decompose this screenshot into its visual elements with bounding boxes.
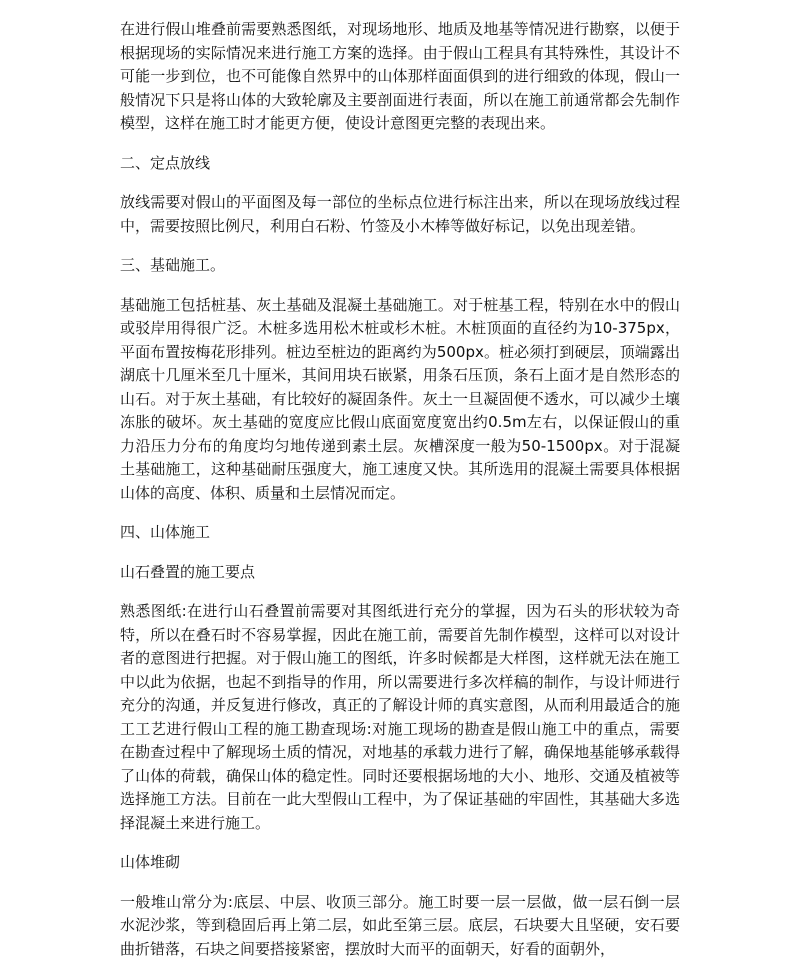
section-heading-layout: 二、定点放线 — [120, 153, 211, 172]
section-heading-foundation: 三、基础施工。 — [120, 256, 226, 274]
document-page — [120, 18, 680, 977]
foundation-paragraph: 基础施工包括桩基、灰土基础及混凝土基础施工。对于桩基工程，特别在水中的假山或驳岸用得很广泛。木桩多选用松木桩或杉木桩。木桩顶面的直径约为10-375px，平面布置按梅花形排列。桩边至桩边的距离约为500px。桩必须打到硬层，顶端露出湖底十几厘米至几十厘米，其间用块石嵌紧，用条石压顶，条石上面才是自然形态的山石。对于灰土基础，有比较好的凝固条件。灰土一旦凝固便不透水，可以减少土壤冻胀的破坏。灰土基础的宽度应比假山底面宽度宽出约0.5m左右，以保证假山的重力沿压力分布的角度均匀地传递到素土层。灰槽深度一般为50-1500px。对于混凝土基础施工，这种基础耐压强度大，施工速度又快。其所选用的混凝土需要具体根据山体的高度、体积、质量和土层情况而定。 — [120, 295, 680, 502]
layout-paragraph: 放线需要对假山的平面图及每一部位的坐标点位进行标注出来，所以在现场放线过程中，需要按照比例尺，利用白石粉、竹签及小木棒等做好标记，以免出现差错。 — [120, 193, 680, 235]
subsection-heading-masonry: 山体堆砌 — [120, 853, 181, 871]
intro-paragraph: 在进行假山堆叠前需要熟悉图纸，对现场地形、地质及地基等情况进行勘察，以便于根据现场的实际情况来进行施工方案的选择。由于假山工程具有其特殊性，其设计不可能一步到位，也不可能像自然界中的山体那样面面俱到的进行细致的体现，假山一般情况下只是将山体的大致轮廓及主要剖面进行表面，所以在施工前通常都会先制作模型，这样在施工时才能更方便，使设计意图更完整的表现出来。 — [120, 20, 680, 132]
section-heading-mountain: 四、山体施工 — [120, 523, 211, 541]
subsection-heading-stacking: 山石叠置的施工要点 — [120, 562, 256, 581]
stacking-paragraph: 熟悉图纸:在进行山石叠置前需要对其图纸进行充分的掌握，因为石头的形状较为奇特，所以在叠石时不容易掌握，因此在施工前，需要首先制作模型，这样可以对设计者的意图进行把握。对于假山施工的图纸，许多时候都是大样图，这样就无法在施工中以此为依据，也起不到指导的作用，所以需要进行多次样稿的制作，与设计师进行充分的沟通，并反复进行修改，真正的了解设计师的真实意图，从而利用最适合的施工工艺进行假山工程的施工勘查现场:对施工现场的勘查是假山施工中的重点，需要在勘查过程中了解现场土质的情况，对地基的承载力进行了解，确保地基能够承载得了山体的荷载，确保山体的稳定性。同时还要根据场地的大小、地形、交通及植被等选择施工方法。目前在一此大型假山工程中，为了保证基础的牢固性，其基础大多选择混凝土来进行施工。 — [120, 602, 680, 832]
masonry-paragraph: 一般堆山常分为:底层、中层、收顶三部分。施工时要一层一层做，做一层石倒一层水泥沙浆，等到稳固后再上第二层，如此至第三层。底层，石块要大且坚硬，安石要曲折错落，石块之间要搭接紧密，摆放时大而平的面朝天，好看的面朝外， — [120, 892, 680, 958]
